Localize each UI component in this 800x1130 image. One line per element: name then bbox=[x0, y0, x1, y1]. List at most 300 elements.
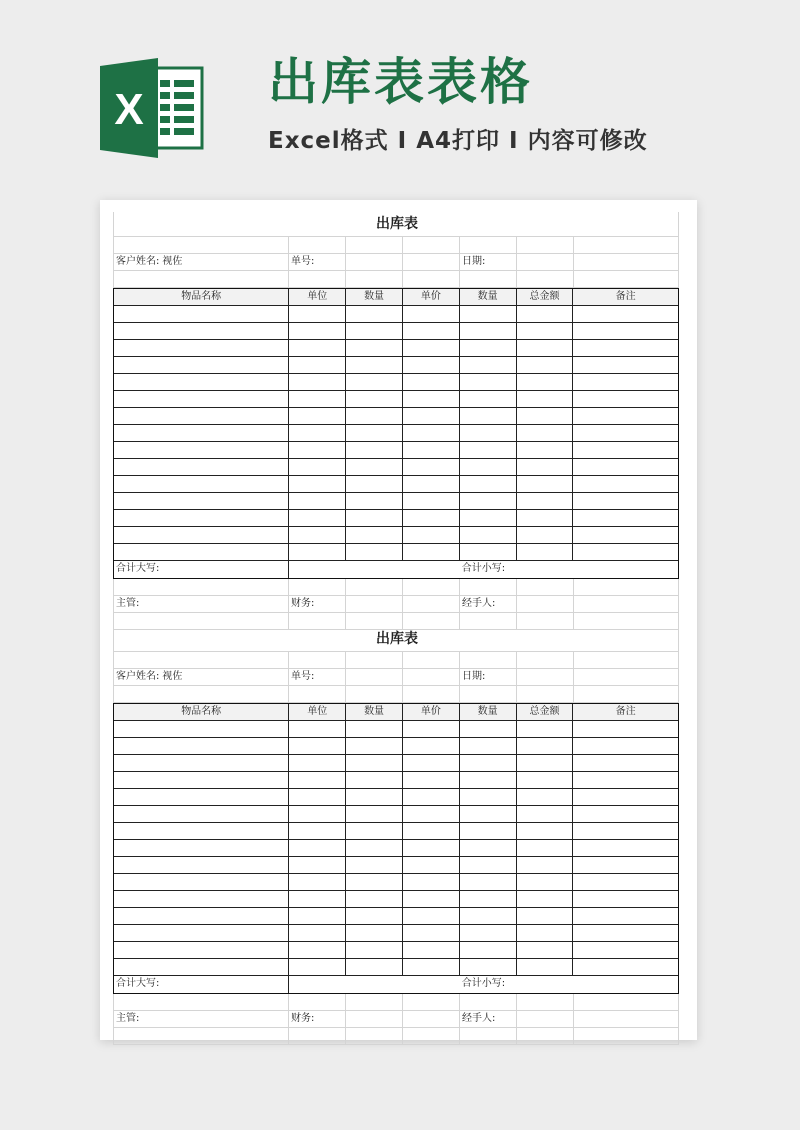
page-subtitle: Excel格式 I A4打印 I 内容可修改 bbox=[268, 128, 648, 154]
sheet-cell[interactable] bbox=[403, 306, 460, 323]
sheet-cell[interactable] bbox=[517, 925, 574, 942]
sheet-cell[interactable] bbox=[573, 925, 678, 942]
sheet-cell[interactable] bbox=[403, 925, 460, 942]
sheet-cell[interactable] bbox=[114, 789, 289, 806]
sheet-cell[interactable] bbox=[573, 789, 678, 806]
total-upper-field[interactable] bbox=[403, 561, 460, 578]
sheet-cell[interactable] bbox=[289, 391, 346, 408]
total-upper-field[interactable] bbox=[403, 976, 460, 993]
sheet-cell[interactable] bbox=[517, 789, 574, 806]
sheet-cell[interactable] bbox=[403, 959, 460, 976]
sheet-cell[interactable] bbox=[346, 959, 403, 976]
sheet-cell[interactable] bbox=[114, 357, 289, 374]
sheet-cell[interactable] bbox=[460, 772, 517, 789]
sheet-cell[interactable] bbox=[460, 323, 517, 340]
sheet-cell[interactable] bbox=[114, 510, 289, 527]
spreadsheet-page bbox=[100, 200, 697, 1040]
total-row bbox=[114, 976, 678, 993]
sheet-cell[interactable] bbox=[517, 459, 574, 476]
sheet-cell[interactable] bbox=[573, 408, 678, 425]
table-row bbox=[114, 306, 678, 323]
sheet-cell[interactable] bbox=[573, 908, 678, 925]
table-row bbox=[114, 908, 678, 925]
sheet-cell[interactable] bbox=[403, 476, 460, 493]
sheet-cell[interactable] bbox=[114, 942, 289, 959]
sheet-cell bbox=[403, 669, 460, 686]
spacer-row bbox=[113, 994, 679, 1011]
sheet-cell[interactable] bbox=[114, 772, 289, 789]
sheet-cell[interactable] bbox=[289, 738, 346, 755]
sheet-cell[interactable] bbox=[403, 510, 460, 527]
sheet-cell[interactable] bbox=[460, 755, 517, 772]
sheet-cell[interactable] bbox=[114, 459, 289, 476]
items-table bbox=[113, 288, 679, 579]
sheet-cell[interactable] bbox=[114, 408, 289, 425]
sheet-cell[interactable] bbox=[517, 527, 574, 544]
table-row bbox=[114, 942, 678, 959]
handler-field[interactable] bbox=[517, 596, 574, 613]
sheet-cell[interactable] bbox=[403, 891, 460, 908]
sheet-cell[interactable] bbox=[403, 493, 460, 510]
total-upper-field[interactable] bbox=[346, 976, 403, 993]
sheet-cell[interactable] bbox=[403, 391, 460, 408]
page-title: 出库表表格 bbox=[268, 53, 533, 111]
sheet-cell[interactable] bbox=[114, 755, 289, 772]
sheet-cell[interactable] bbox=[114, 306, 289, 323]
sheet-cell[interactable] bbox=[517, 942, 574, 959]
sheet-cell[interactable] bbox=[517, 425, 574, 442]
total-upper-field[interactable] bbox=[346, 561, 403, 578]
table-row bbox=[114, 959, 678, 976]
sheet-cell[interactable] bbox=[517, 357, 574, 374]
sheet-cell[interactable] bbox=[573, 510, 678, 527]
sheet-cell bbox=[403, 686, 460, 703]
sheet-cell[interactable] bbox=[114, 959, 289, 976]
sheet-cell[interactable] bbox=[346, 391, 403, 408]
sheet-cell bbox=[289, 237, 346, 254]
sheet-cell[interactable] bbox=[114, 908, 289, 925]
sheet-cell[interactable] bbox=[114, 391, 289, 408]
sheet-cell[interactable] bbox=[517, 442, 574, 459]
sheet-cell[interactable] bbox=[114, 806, 289, 823]
sheet-cell[interactable] bbox=[517, 806, 574, 823]
sheet-cell[interactable] bbox=[289, 806, 346, 823]
date-field[interactable] bbox=[517, 669, 574, 686]
sheet-cell[interactable] bbox=[114, 493, 289, 510]
spacer-row bbox=[113, 1028, 679, 1045]
sheet-cell bbox=[460, 579, 517, 596]
handler-field[interactable] bbox=[517, 1011, 574, 1028]
table-row bbox=[114, 340, 678, 357]
sheet-cell[interactable] bbox=[289, 942, 346, 959]
column-header: 数量 bbox=[346, 289, 403, 306]
sheet-cell[interactable] bbox=[403, 840, 460, 857]
sheet-cell[interactable] bbox=[573, 823, 678, 840]
sheet-cell bbox=[517, 652, 574, 669]
sheet-cell bbox=[289, 579, 346, 596]
sheet-cell[interactable] bbox=[403, 721, 460, 738]
sheet-cell[interactable] bbox=[403, 806, 460, 823]
sheet-cell[interactable] bbox=[403, 908, 460, 925]
sheet-cell[interactable] bbox=[460, 891, 517, 908]
customer-name-cell[interactable] bbox=[113, 669, 289, 686]
sheet-cell bbox=[113, 579, 289, 596]
finance-field[interactable] bbox=[346, 1011, 403, 1028]
sheet-cell[interactable] bbox=[289, 510, 346, 527]
total-lower-field[interactable] bbox=[573, 561, 678, 578]
sheet-cell[interactable] bbox=[346, 544, 403, 561]
sheet-cell[interactable] bbox=[114, 840, 289, 857]
sheet-cell[interactable] bbox=[403, 755, 460, 772]
sheet-cell[interactable] bbox=[289, 959, 346, 976]
sheet-cell[interactable] bbox=[289, 357, 346, 374]
table-row bbox=[114, 323, 678, 340]
sheet-cell[interactable] bbox=[403, 357, 460, 374]
sheet-cell[interactable] bbox=[403, 425, 460, 442]
sheet-cell[interactable] bbox=[517, 908, 574, 925]
info-row bbox=[113, 254, 679, 271]
sheet-cell[interactable] bbox=[460, 340, 517, 357]
order-number-field[interactable] bbox=[346, 669, 403, 686]
sheet-cell[interactable] bbox=[573, 840, 678, 857]
sheet-cell[interactable] bbox=[403, 789, 460, 806]
customer-name-label: 客户姓名: bbox=[116, 256, 160, 267]
table-row bbox=[114, 442, 678, 459]
sheet-cell[interactable] bbox=[289, 340, 346, 357]
sheet-cell[interactable] bbox=[403, 340, 460, 357]
excel-logo-letter: X bbox=[114, 85, 144, 134]
sheet-cell[interactable] bbox=[346, 374, 403, 391]
table-row bbox=[114, 755, 678, 772]
sheet-cell[interactable] bbox=[346, 874, 403, 891]
sheet-cell[interactable] bbox=[517, 959, 574, 976]
sheet-cell[interactable] bbox=[289, 721, 346, 738]
sheet-cell[interactable] bbox=[289, 459, 346, 476]
table-row bbox=[114, 374, 678, 391]
sheet-cell[interactable] bbox=[460, 425, 517, 442]
sheet-cell[interactable] bbox=[346, 476, 403, 493]
sheet-cell[interactable] bbox=[573, 306, 678, 323]
spacer-row bbox=[113, 686, 679, 703]
finance-label: 财务: bbox=[289, 596, 346, 613]
sheet-cell[interactable] bbox=[346, 908, 403, 925]
total-upper-field[interactable] bbox=[289, 976, 346, 993]
sheet-cell[interactable] bbox=[289, 772, 346, 789]
sheet-cell bbox=[403, 1011, 460, 1028]
sheet-cell[interactable] bbox=[573, 357, 678, 374]
sheet-cell[interactable] bbox=[517, 823, 574, 840]
sheet-cell[interactable] bbox=[289, 755, 346, 772]
sheet-cell[interactable] bbox=[460, 510, 517, 527]
sheet-cell[interactable] bbox=[573, 721, 678, 738]
form-title-row bbox=[113, 627, 679, 652]
sheet-cell[interactable] bbox=[460, 442, 517, 459]
sheet-cell[interactable] bbox=[289, 306, 346, 323]
sheet-cell[interactable] bbox=[403, 459, 460, 476]
table-row bbox=[114, 544, 678, 561]
sheet-cell[interactable] bbox=[573, 340, 678, 357]
sheet-cell[interactable] bbox=[114, 425, 289, 442]
sheet-cell[interactable] bbox=[460, 857, 517, 874]
sheet-cell[interactable] bbox=[573, 544, 678, 561]
sheet-cell[interactable] bbox=[460, 789, 517, 806]
sheet-cell[interactable] bbox=[573, 942, 678, 959]
sheet-cell[interactable] bbox=[346, 306, 403, 323]
column-header: 单位 bbox=[289, 289, 346, 306]
sheet-cell bbox=[517, 1028, 574, 1045]
sheet-cell[interactable] bbox=[346, 357, 403, 374]
sheet-cell[interactable] bbox=[517, 340, 574, 357]
sheet-cell[interactable] bbox=[114, 721, 289, 738]
sheet-cell[interactable] bbox=[403, 544, 460, 561]
sheet-cell[interactable] bbox=[517, 510, 574, 527]
sheet-cell[interactable] bbox=[517, 857, 574, 874]
sheet-cell[interactable] bbox=[114, 442, 289, 459]
sheet-cell[interactable] bbox=[346, 425, 403, 442]
sheet-cell[interactable] bbox=[114, 340, 289, 357]
column-header: 数量 bbox=[460, 289, 517, 306]
sheet-cell[interactable] bbox=[403, 738, 460, 755]
sheet-cell bbox=[517, 579, 574, 596]
sheet-cell[interactable] bbox=[460, 874, 517, 891]
sheet-cell[interactable] bbox=[289, 527, 346, 544]
sheet-cell bbox=[460, 686, 517, 703]
table-row bbox=[114, 425, 678, 442]
sheet-cell[interactable] bbox=[517, 374, 574, 391]
signature-row bbox=[113, 1011, 679, 1028]
sheet-cell[interactable] bbox=[573, 476, 678, 493]
sheet-cell[interactable] bbox=[346, 721, 403, 738]
sheet-cell[interactable] bbox=[403, 323, 460, 340]
sheet-cell bbox=[346, 271, 403, 288]
table-row bbox=[114, 738, 678, 755]
sheet-cell[interactable] bbox=[403, 874, 460, 891]
sheet-cell bbox=[403, 596, 460, 613]
sheet-cell[interactable] bbox=[517, 721, 574, 738]
sheet-cell[interactable] bbox=[573, 738, 678, 755]
sheet-cell bbox=[574, 994, 679, 1011]
sheet-cell[interactable] bbox=[346, 942, 403, 959]
sheet-cell[interactable] bbox=[460, 806, 517, 823]
sheet-cell[interactable] bbox=[289, 493, 346, 510]
sheet-cell[interactable] bbox=[289, 425, 346, 442]
sheet-cell[interactable] bbox=[114, 476, 289, 493]
sheet-cell[interactable] bbox=[289, 840, 346, 857]
sheet-cell[interactable] bbox=[517, 306, 574, 323]
sheet-cell[interactable] bbox=[517, 755, 574, 772]
sheet-cell[interactable] bbox=[460, 925, 517, 942]
sheet-cell bbox=[113, 1028, 289, 1045]
table-row bbox=[114, 891, 678, 908]
sheet-cell bbox=[346, 652, 403, 669]
sheet-cell[interactable] bbox=[460, 459, 517, 476]
sheet-cell[interactable] bbox=[114, 323, 289, 340]
sheet-cell[interactable] bbox=[114, 874, 289, 891]
total-lower-field[interactable] bbox=[517, 561, 574, 578]
sheet-cell[interactable] bbox=[573, 323, 678, 340]
sheet-cell[interactable] bbox=[517, 323, 574, 340]
finance-label: 财务: bbox=[289, 1011, 346, 1028]
sheet-cell[interactable] bbox=[289, 925, 346, 942]
sheet-cell[interactable] bbox=[289, 908, 346, 925]
sheet-cell[interactable] bbox=[460, 476, 517, 493]
sheet-cell[interactable] bbox=[573, 857, 678, 874]
sheet-cell[interactable] bbox=[114, 544, 289, 561]
sheet-cell[interactable] bbox=[346, 408, 403, 425]
customer-name-value[interactable]: 视佐 bbox=[162, 256, 183, 267]
sheet-cell[interactable] bbox=[114, 823, 289, 840]
finance-field[interactable] bbox=[346, 596, 403, 613]
sheet-cell bbox=[517, 686, 574, 703]
sheet-cell[interactable] bbox=[460, 823, 517, 840]
sheet-cell bbox=[517, 237, 574, 254]
sheet-cell[interactable] bbox=[517, 738, 574, 755]
sheet-cell[interactable] bbox=[517, 874, 574, 891]
sheet-cell[interactable] bbox=[460, 408, 517, 425]
sheet-cell[interactable] bbox=[573, 891, 678, 908]
sheet-cell[interactable] bbox=[517, 476, 574, 493]
sheet-cell[interactable] bbox=[573, 959, 678, 976]
sheet-cell[interactable] bbox=[573, 755, 678, 772]
sheet-cell[interactable] bbox=[114, 857, 289, 874]
sheet-cell[interactable] bbox=[403, 772, 460, 789]
customer-name-label: 客户姓名: bbox=[116, 671, 160, 682]
sheet-cell[interactable] bbox=[573, 391, 678, 408]
sheet-cell[interactable] bbox=[403, 374, 460, 391]
sheet-cell bbox=[403, 994, 460, 1011]
sheet-cell[interactable] bbox=[573, 527, 678, 544]
sheet-cell[interactable] bbox=[346, 442, 403, 459]
sheet-cell[interactable] bbox=[460, 493, 517, 510]
total-lower-field[interactable] bbox=[573, 976, 678, 993]
sheet-cell[interactable] bbox=[289, 857, 346, 874]
sheet-cell[interactable] bbox=[517, 840, 574, 857]
sheet-cell bbox=[574, 686, 679, 703]
sheet-cell[interactable] bbox=[517, 391, 574, 408]
sheet-cell[interactable] bbox=[460, 721, 517, 738]
sheet-cell[interactable] bbox=[517, 408, 574, 425]
sheet-cell[interactable] bbox=[114, 527, 289, 544]
total-upper-field[interactable] bbox=[289, 561, 346, 578]
sheet-cell[interactable] bbox=[460, 391, 517, 408]
customer-name-cell[interactable] bbox=[113, 254, 289, 271]
sheet-cell[interactable] bbox=[460, 942, 517, 959]
sheet-cell[interactable] bbox=[346, 340, 403, 357]
sheet-cell[interactable] bbox=[289, 823, 346, 840]
sheet-cell bbox=[346, 579, 403, 596]
sheet-cell[interactable] bbox=[346, 527, 403, 544]
sheet-cell[interactable] bbox=[289, 476, 346, 493]
sheet-cell bbox=[289, 271, 346, 288]
sheet-cell bbox=[346, 1028, 403, 1045]
sheet-cell[interactable] bbox=[346, 510, 403, 527]
sheet-cell[interactable] bbox=[403, 942, 460, 959]
sheet-cell[interactable] bbox=[517, 772, 574, 789]
sheet-cell[interactable] bbox=[346, 755, 403, 772]
sheet-cell[interactable] bbox=[114, 738, 289, 755]
sheet-cell[interactable] bbox=[114, 374, 289, 391]
sheet-cell[interactable] bbox=[460, 306, 517, 323]
outbound-form-1 bbox=[113, 212, 679, 630]
sheet-cell[interactable] bbox=[460, 840, 517, 857]
sheet-cell[interactable] bbox=[573, 374, 678, 391]
sheet-cell[interactable] bbox=[346, 738, 403, 755]
date-field[interactable] bbox=[517, 254, 574, 271]
sheet-cell[interactable] bbox=[403, 442, 460, 459]
sheet-cell[interactable] bbox=[460, 357, 517, 374]
sheet-cell[interactable] bbox=[289, 544, 346, 561]
sheet-cell[interactable] bbox=[346, 459, 403, 476]
sheet-cell[interactable] bbox=[573, 772, 678, 789]
sheet-cell bbox=[517, 271, 574, 288]
sheet-cell[interactable] bbox=[346, 891, 403, 908]
sheet-cell[interactable] bbox=[403, 527, 460, 544]
sheet-cell[interactable] bbox=[573, 442, 678, 459]
sheet-cell[interactable] bbox=[573, 459, 678, 476]
sheet-cell bbox=[113, 237, 289, 254]
customer-name-value[interactable]: 视佐 bbox=[162, 671, 183, 682]
sheet-cell[interactable] bbox=[403, 857, 460, 874]
sheet-cell[interactable] bbox=[460, 738, 517, 755]
sheet-cell[interactable] bbox=[460, 908, 517, 925]
sheet-cell[interactable] bbox=[289, 323, 346, 340]
sheet-cell bbox=[460, 994, 517, 1011]
order-number-field[interactable] bbox=[346, 254, 403, 271]
sheet-cell[interactable] bbox=[517, 544, 574, 561]
date-label: 日期: bbox=[460, 254, 517, 271]
sheet-cell[interactable] bbox=[346, 823, 403, 840]
sheet-cell[interactable] bbox=[289, 442, 346, 459]
sheet-cell[interactable] bbox=[289, 891, 346, 908]
sheet-cell[interactable] bbox=[346, 772, 403, 789]
sheet-cell[interactable] bbox=[289, 408, 346, 425]
table-row bbox=[114, 493, 678, 510]
column-header: 单位 bbox=[289, 704, 346, 721]
sheet-cell[interactable] bbox=[346, 323, 403, 340]
sheet-cell bbox=[460, 1028, 517, 1045]
sheet-cell[interactable] bbox=[573, 425, 678, 442]
table-row bbox=[114, 408, 678, 425]
sheet-cell[interactable] bbox=[403, 823, 460, 840]
total-lower-field[interactable] bbox=[517, 976, 574, 993]
sheet-cell[interactable] bbox=[573, 493, 678, 510]
sheet-cell[interactable] bbox=[114, 925, 289, 942]
sheet-cell[interactable] bbox=[460, 959, 517, 976]
sheet-cell[interactable] bbox=[517, 493, 574, 510]
sheet-cell[interactable] bbox=[289, 374, 346, 391]
sheet-cell[interactable] bbox=[460, 544, 517, 561]
sheet-cell[interactable] bbox=[289, 789, 346, 806]
sheet-cell[interactable] bbox=[346, 925, 403, 942]
sheet-cell[interactable] bbox=[346, 789, 403, 806]
sheet-cell[interactable] bbox=[346, 840, 403, 857]
sheet-cell[interactable] bbox=[346, 857, 403, 874]
table-row bbox=[114, 721, 678, 738]
sheet-cell[interactable] bbox=[573, 806, 678, 823]
sheet-cell[interactable] bbox=[403, 408, 460, 425]
sheet-cell[interactable] bbox=[114, 891, 289, 908]
sheet-cell[interactable] bbox=[289, 874, 346, 891]
sheet-cell bbox=[289, 1028, 346, 1045]
sheet-cell[interactable] bbox=[460, 527, 517, 544]
sheet-cell bbox=[403, 237, 460, 254]
sheet-cell[interactable] bbox=[346, 806, 403, 823]
sheet-cell[interactable] bbox=[346, 493, 403, 510]
sheet-cell[interactable] bbox=[573, 874, 678, 891]
total-lower-label: 合计小写: bbox=[461, 978, 506, 989]
sheet-cell[interactable] bbox=[460, 374, 517, 391]
sheet-cell[interactable] bbox=[517, 891, 574, 908]
